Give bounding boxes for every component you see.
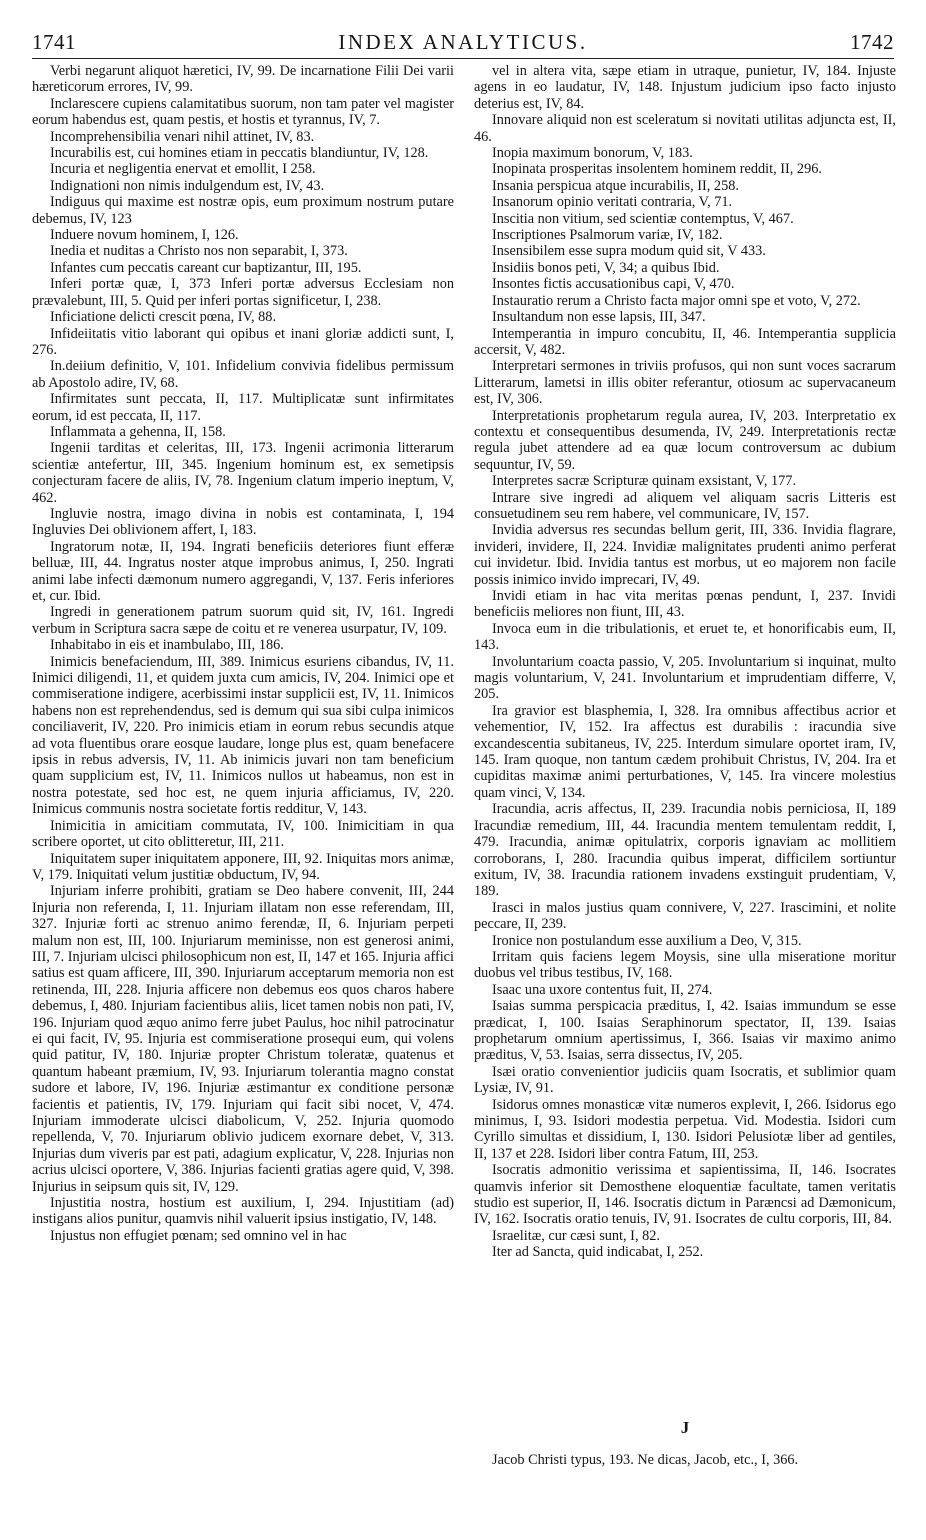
index-entry: Inscitia non vitium, sed scientiæ contemptus, V, 467. bbox=[492, 210, 794, 227]
index-entry: Ingredi in generationem patrum suorum quid sit, IV, 161. Ingredi verbum in Scriptura sacra sæpe de coitu et re venerea usurpatur, IV, 109. bbox=[32, 604, 454, 637]
page-number-right: 1742 bbox=[850, 30, 894, 54]
index-entry: Involuntarium coacta passio, V, 205. Involuntarium si inquinat, multo magis voluntarium, V, 241. Involuntarium et imprudentiam differre, V, 205. bbox=[474, 653, 896, 703]
index-entry: In.deiium definitio, V, 101. Infidelium convivia fidelibus permissum ab Apostolo adire, IV, 68. bbox=[32, 358, 454, 391]
index-entry: Inhabitabo in eis et inambulabo, III, 186. bbox=[50, 637, 284, 654]
index-entry: Injuriam inferre prohibiti, gratiam se Deo habere convenit, III, 244 Injuria non referenda, I, 11. Injuriam illatam non esse referendam, III, 327. Injuriæ forti ac strenuo animo ferendæ, II, 6. Injuriam perpeti malum non est, III, 100. Injuriarum meminisse, non est generosi animi, III, 7. Injuriam ulcisci philosophicum non est, II, 147 et 165. Injuria affici satius est quam afficere, III, 390. Injuriarum acceptarum memoria non est retinenda, III, 228. Injuria afficere non debemus eos quos charos habere debemus, I, 480. Injuriam facientibus aliis, licet tamen nobis non pati, IV, 196. Injuriam quod æquo animo ferre jubet Paulus, hoc nihil patrocinatur ei qui facit, IV, 95. Injuria est commiseratione prosequi eum, qui volens quid patitur, IV, 180. Injuriæ propter Christum toleratæ, quatenus et quantum habeant præmium, IV, 93. Injuriarum tolerantia magno constat sudore et labore, IV, 196. Injuriæ æstimantur ex conditione personæ facientis et patientis, IV, 179. Injuriam qui facit sibi nocet, V, 474. Injuriam immoderate ulcisci diabolicum, V, 252. Injuria quomodo repellenda, V, 70. Injuriarum oblivio judicem exornare debet, V, 313. Injurias dum viveris par est pati, adagium explicatur, V, 228. Injurias non acrius ulcisci oportere, V, 386. Injurias facienti gratias agere quid, V, 398. Injurius in seipsum quis sit, IV, 129. bbox=[32, 883, 454, 1195]
index-entry: Inimicis benefaciendum, III, 389. Inimicus esuriens cibandus, IV, 11. Inimici diligendi, 11, et quidem juxta cum amicis, IV, 204. Inimici ope et commiseratione indigere, acerbissimi instar supplicii est, IV, 11. Inimicos habens non est reprehendendus, sed is demum qui sua sibi culpa inimicos conciliaverit, IV, 220. Pro inimicis etiam in eorum rebus secundis atque ad vota fluentibus orare eosque laudare, longe plus est, quam benefacere ipsis in rebus adversis, IV, 11. Ab inimicis juvari non tam beneficium quam supplicium est, IV, 11. Inimicos nullos ut habeamus, non est in nostra potestate, sed hoc est, ne quem injuria afficiamus, IV, 220. Inimicus communis nostra societate fortis redditur, V, 143. bbox=[32, 653, 454, 818]
index-entry: vel in altera vita, sæpe etiam in utraque, punietur, IV, 184. Injuste agens in eo laudatur, IV, 148. Injustum judicium ipso facto injusto deterius est, IV, 84. bbox=[474, 63, 896, 112]
index-entry: Iracundia, acris affectus, II, 239. Iracundia nobis perniciosa, II, 189 Iracundiæ remedium, III, 44. Iracundia mentem temulentam reddit, I, 479. Iracundia, animæ opitulatrix, corporis ignaviam ac mollitiem corroborans, I, 280. Iracundia quibus imperat, difficilem sortiuntur exitum, IV, 38. Iracundia rationem invadens exstinguit prudentiam, V, 189. bbox=[474, 801, 896, 900]
index-entry: Iter ad Sancta, quid indicabat, I, 252. bbox=[492, 1244, 704, 1261]
index-entry: Inficiatione delicti crescit pœna, IV, 88. bbox=[50, 309, 277, 326]
index-entry: Induere novum hominem, I, 126. bbox=[50, 227, 239, 244]
header-rule bbox=[32, 58, 894, 59]
index-entry: Insultandum non esse lapsis, III, 347. bbox=[492, 309, 706, 326]
index-entry: Isæi oratio convenientior judiciis quam Isocratis, et sublimior quam Lysiæ, IV, 91. bbox=[474, 1063, 896, 1097]
index-entry: Inclarescere cupiens calamitatibus suorum, non tam pater vel magister eorum habendus est, quam pestis, et hostis et tyrannus, IV, 7. bbox=[32, 95, 454, 129]
left-column bbox=[32, 63, 454, 1493]
index-entry: Injustus non effugiet pœnam; sed omnino vel in hac bbox=[50, 1227, 347, 1244]
index-entry: Inopinata prosperitas insolentem hominem reddit, II, 296. bbox=[492, 161, 822, 178]
index-entry: Isaac una uxore contentus fuit, II, 274. bbox=[492, 981, 713, 998]
index-entry: Invoca eum in die tribulationis, et eruet te, et honorificabis eum, II, 143. bbox=[474, 620, 896, 654]
index-entry: Inimicitia in amicitiam commutata, IV, 100. Inimicitiam in qua scribere oportet, ut cito oblitteretur, III, 211. bbox=[32, 817, 454, 851]
index-entry: Indignationi non nimis indulgendum est, IV, 43. bbox=[50, 177, 325, 194]
index-entry: Ironice non postulandum esse auxilium a Deo, V, 315. bbox=[492, 932, 802, 949]
page-number-left: 1741 bbox=[32, 30, 76, 54]
index-entry: Innovare aliquid non est sceleratum si novitati utilitas adjuncta est, II, 46. bbox=[474, 112, 896, 145]
index-entry: Interpretari sermones in triviis profusos, qui non sunt voces sacrarum Litterarum, lametsi in illis obiter referantur, otiosum ac supervacaneum est, IV, 306. bbox=[474, 358, 896, 408]
index-entry: Inscriptiones Psalmorum variæ, IV, 182. bbox=[492, 227, 723, 244]
index-entry: Inferi portæ quæ, I, 373 Inferi portæ adversus Ecclesiam non prævalebunt, III, 5. Quid per inferi portas significetur, I, 238. bbox=[32, 276, 454, 309]
index-entry: Infideiitatis vitio laborant qui opibus et inani gloriæ addicti sunt, I, 276. bbox=[32, 325, 454, 358]
index-entry: Incuria et negligentia enervat et emollit, I 258. bbox=[50, 161, 316, 178]
index-entry: Irasci in malos justius quam connivere, V, 227. Irascimini, et nolite peccare, II, 239. bbox=[474, 899, 896, 933]
index-entry: Incurabilis est, cui homines etiam in peccatis blandiuntur, IV, 128. bbox=[50, 145, 429, 162]
index-entry: Inopia maximum bonorum, V, 183. bbox=[492, 145, 693, 162]
index-entry: Interpretes sacræ Scripturæ quinam exsistant, V, 177. bbox=[492, 473, 797, 490]
running-title: INDEX ANALYTICUS. bbox=[338, 30, 588, 54]
index-entry: Iniquitatem super iniquitatem apponere, III, 92. Iniquitas mors animæ, V, 179. Iniquitati velum justitiæ obductum, IV, 94. bbox=[32, 850, 454, 883]
index-entry: Verbi negarunt aliquot hæretici, IV, 99. De incarnatione Filii Dei varii hæreticorum errores, IV, 99. bbox=[32, 63, 454, 96]
index-entry: Jacob Christi typus, 193. Ne dicas, Jacob, etc., I, 366. bbox=[492, 1452, 799, 1468]
index-entry: Intemperantia in impuro concubitu, II, 46. Intemperantia supplicia accersit, V, 482. bbox=[474, 325, 896, 358]
page-header bbox=[32, 30, 894, 56]
index-entry: Irritam quis faciens legem Moysis, sine ulla miseratione moritur duobus vel tribus testibus, IV, 168. bbox=[474, 948, 896, 982]
index-entry: Indiguus qui maxime est nostræ opis, eum proximum nostrum putare debemus, IV, 123 bbox=[32, 194, 454, 227]
index-entry: Invidia adversus res secundas bellum gerit, III, 336. Invidia flagrare, invideri, invidere, II, 224. Invidiæ malignitates prudenti animo perferat cui invidetur. Ibid. Invidia tantus est morbus, ut eo majorem non facile possis inimico invido imprecari, IV, 49. bbox=[474, 522, 896, 588]
index-entry: Ira gravior est blasphemia, I, 328. Ira omnibus affectibus acrior et vehementior, IV, 152. Ira affectus est durabilis : iracundia sive excandescentia subitaneus, IV, 225. Interdum simulare oportet iram, IV, 145. Iram quoque, non tantum cædem prohibuit Christus, IV, 204. Ira et cupiditas maximæ animi perturbationes, V, 145. Ira vincere molestius quam vinci, V, 134. bbox=[474, 702, 896, 801]
index-entry: Isidorus omnes monasticæ vitæ numeros explevit, I, 266. Isidorus ego minimus, I, 93. Isidori modestia perpetua. Vid. Modestia. Isidori cum Cyrillo simultas et dissidium, I, 130. Isidori Pelusiotæ liber ad gentiles, II, 137 et 228. Isidori liber contra Fatum, III, 253. bbox=[474, 1096, 896, 1162]
index-entry: Interpretationis prophetarum regula aurea, IV, 203. Interpretatio ex contextu et consequentibus desumenda, IV, 249. Interpretationis rectæ regula jubet attendere ad ea quæ locum controversum ac dubium sequuntur, IV, 59. bbox=[474, 407, 896, 473]
index-entry: Instauratio rerum a Christo facta major omni spe et voto, V, 272. bbox=[492, 292, 861, 309]
index-entry: Insontes fictis accusationibus capi, V, 470. bbox=[492, 276, 735, 293]
index-entry: Infirmitates sunt peccata, II, 117. Multiplicatæ sunt infirmitates eorum, id est peccata, II, 117. bbox=[32, 391, 454, 424]
index-entry: Isaias summa perspicacia præditus, I, 42. Isaias immundum se esse prædicat, I, 100. Isaias Seraphinorum spectator, II, 139. Isaias prophetarum omnium apertissimus, I, 366. Isaias vir maximo animo præditus, V, 53. Isaias, serra dissectus, IV, 205. bbox=[474, 998, 896, 1064]
index-entry: Ingenii tarditas et celeritas, III, 173. Ingenii acrimonia litterarum scientiæ antefertur, III, 345. Ingenium hominum est, ex semetipsis conjecturam facere de aliis, IV, 78. Ingenium clatum imperio ineptum, V, 462. bbox=[32, 440, 454, 506]
index-entry: Insania perspicua atque incurabilis, II, 258. bbox=[492, 177, 739, 194]
index-entry: Incomprehensibilia venari nihil attinet, IV, 83. bbox=[50, 128, 315, 145]
index-entry: Isocratis admonitio verissima et sapientissima, II, 146. Isocrates quamvis inferior sit Demosthene eloquentiæ facultate, tamen veritatis studio est superior, II, 146. Isocratis dictum in Paræncsi ad Dæmonicum, IV, 162. Isocratis oratio tenuis, IV, 91. Isocrates de cultu corporis, III, 84. bbox=[474, 1162, 896, 1228]
index-entry: Ingluvie nostra, imago divina in nobis est contaminata, I, 194 Ingluvies Dei oblivionem affert, I, 183. bbox=[32, 505, 454, 539]
index-entry: Inedia et nuditas a Christo nos non separabit, I, 373. bbox=[50, 243, 348, 260]
index-entry: Israelitæ, cur cæsi sunt, I, 82. bbox=[492, 1227, 660, 1244]
index-entry: Inflammata a gehenna, II, 158. bbox=[50, 423, 226, 440]
index-entry: Ingratorum notæ, II, 194. Ingrati beneficiis deteriores fiunt efferæ belluæ, III, 44. Ingratus noster atque improbus animus, I, 250. Ingrati animi labe infecti dæmonum numero aggregandi, V, 137. Feris inferiores et, cur. Ibid. bbox=[32, 538, 454, 604]
right-column bbox=[474, 63, 896, 1298]
index-entry: Infantes cum peccatis careant cur baptizantur, III, 195. bbox=[50, 259, 362, 276]
index-entry: Insanorum opinio veritati contraria, V, 71. bbox=[492, 194, 733, 211]
index-entry: Intrare sive ingredi ad aliquem vel aliquam sacris Litteris est consuetudinem seu rem habere, vel communicare, IV, 157. bbox=[474, 489, 896, 522]
index-entry: Injustitia nostra, hostium est auxilium, I, 294. Injustitiam (ad) instigans alios punitur, quamvis nihil valuerit ipsius instigatio, IV, 148. bbox=[32, 1195, 454, 1228]
index-entry: Insidiis bonos peti, V, 34; a quibus Ibid. bbox=[492, 259, 720, 276]
section-letter: J bbox=[680, 1418, 690, 1437]
index-entry: Invidi etiam in hac vita meritas pœnas pendunt, I, 237. Invidi beneficiis meliores non fiunt, III, 43. bbox=[474, 588, 896, 621]
index-entry: Insensibilem esse supra modum quid sit, V 433. bbox=[492, 243, 766, 260]
